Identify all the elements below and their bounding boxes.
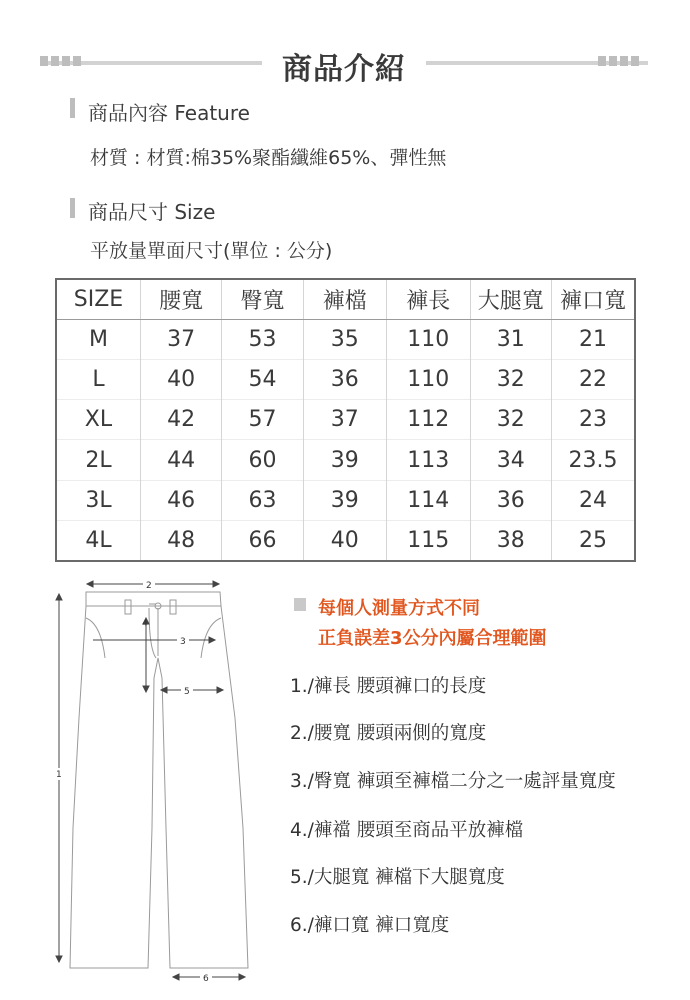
measurement-cell: 23.5 xyxy=(551,440,635,480)
measurement-cell: 60 xyxy=(222,440,303,480)
table-row xyxy=(56,319,635,359)
table-row xyxy=(56,480,635,520)
table-row xyxy=(56,400,635,440)
table-row xyxy=(56,359,635,399)
measurement-cell: 37 xyxy=(140,319,221,359)
size-label-cell: 2L xyxy=(56,440,140,480)
title-dots-right xyxy=(598,56,642,75)
measurement-cell: 36 xyxy=(470,480,551,520)
page-title: 商品介紹 xyxy=(282,52,406,87)
measurement-cell: 44 xyxy=(140,440,221,480)
measurement-cell: 53 xyxy=(222,319,303,359)
diagram-label-6: 6 xyxy=(203,974,209,984)
measurement-cell: 57 xyxy=(222,400,303,440)
size-label-cell: M xyxy=(56,319,140,359)
measurement-cell: 114 xyxy=(386,480,470,520)
notice-line-1: 每個人測量方式不同 xyxy=(318,598,480,619)
header-waist: 腰寬 xyxy=(140,279,221,319)
diagram-label-5: 5 xyxy=(184,687,190,697)
size-label-cell: L xyxy=(56,359,140,399)
notice-marker xyxy=(294,598,306,611)
diagram-label-2: 2 xyxy=(146,581,152,591)
measurement-cell: 40 xyxy=(140,359,221,399)
measurement-cell: 23 xyxy=(551,400,635,440)
measurement-cell: 21 xyxy=(551,319,635,359)
measurement-cell: 24 xyxy=(551,480,635,520)
measurement-cell: 63 xyxy=(222,480,303,520)
measurement-cell: 46 xyxy=(140,480,221,520)
step-3: 3./臀寬 褲頭至褲檔二分之一處評量寬度 xyxy=(290,771,616,792)
measurement-cell: 112 xyxy=(386,400,470,440)
measurement-cell: 39 xyxy=(303,480,386,520)
step-5: 5./大腿寬 褲檔下大腿寬度 xyxy=(290,867,505,888)
size-note: 平放量單面尺寸(單位 : 公分) xyxy=(90,240,333,262)
measurement-cell: 25 xyxy=(551,521,635,561)
measurement-cell: 113 xyxy=(386,440,470,480)
header-size: SIZE xyxy=(56,279,140,319)
header-hip: 臀寬 xyxy=(222,279,303,319)
diagram-label-1: 1 xyxy=(56,770,62,780)
header-thigh: 大腿寬 xyxy=(470,279,551,319)
measurement-cell: 38 xyxy=(470,521,551,561)
measurement-cell: 37 xyxy=(303,400,386,440)
header-hem: 褲口寬 xyxy=(551,279,635,319)
size-table xyxy=(55,278,636,562)
title-dots-left xyxy=(40,56,84,75)
size-label-cell: XL xyxy=(56,400,140,440)
measurement-cell: 31 xyxy=(470,319,551,359)
measurement-cell: 39 xyxy=(303,440,386,480)
measurement-cell: 54 xyxy=(222,359,303,399)
table-row xyxy=(56,521,635,561)
pants-diagram xyxy=(45,578,270,988)
belt-loop-left-icon xyxy=(125,600,131,614)
measurement-cell: 40 xyxy=(303,521,386,561)
header-length: 褲長 xyxy=(386,279,470,319)
measurement-cell: 115 xyxy=(386,521,470,561)
size-heading: 商品尺寸 Size xyxy=(88,200,216,224)
measurement-cell: 32 xyxy=(470,400,551,440)
table-row xyxy=(56,440,635,480)
feature-heading: 商品內容 Feature xyxy=(88,101,250,125)
diagram-label-4: 4 xyxy=(142,619,148,629)
header-rise: 褲檔 xyxy=(303,279,386,319)
measurement-cell: 110 xyxy=(386,319,470,359)
measurement-cell: 48 xyxy=(140,521,221,561)
step-2: 2./腰寬 腰頭兩側的寬度 xyxy=(290,723,487,744)
belt-loop-right-icon xyxy=(170,600,176,614)
measurement-cell: 36 xyxy=(303,359,386,399)
step-6: 6./褲口寬 褲口寬度 xyxy=(290,915,450,936)
section-marker-size xyxy=(70,198,75,218)
step-1: 1./褲長 腰頭褲口的長度 xyxy=(290,676,487,697)
measurement-cell: 34 xyxy=(470,440,551,480)
size-label-cell: 4L xyxy=(56,521,140,561)
measurement-cell: 32 xyxy=(470,359,551,399)
section-marker-feature xyxy=(70,98,75,118)
step-4: 4./褲襠 腰頭至商品平放褲檔 xyxy=(290,820,524,841)
measurement-cell: 22 xyxy=(551,359,635,399)
measurement-cell: 66 xyxy=(222,521,303,561)
measurement-cell: 110 xyxy=(386,359,470,399)
notice-line-2: 正負誤差3公分內屬合理範圍 xyxy=(318,628,547,649)
size-label-cell: 3L xyxy=(56,480,140,520)
material-text: 材質 : 材質:棉35%聚酯纖維65%、彈性無 xyxy=(90,147,447,169)
measurement-cell: 35 xyxy=(303,319,386,359)
table-header-row xyxy=(56,279,635,319)
measurement-cell: 42 xyxy=(140,400,221,440)
diagram-label-3: 3 xyxy=(180,637,186,647)
